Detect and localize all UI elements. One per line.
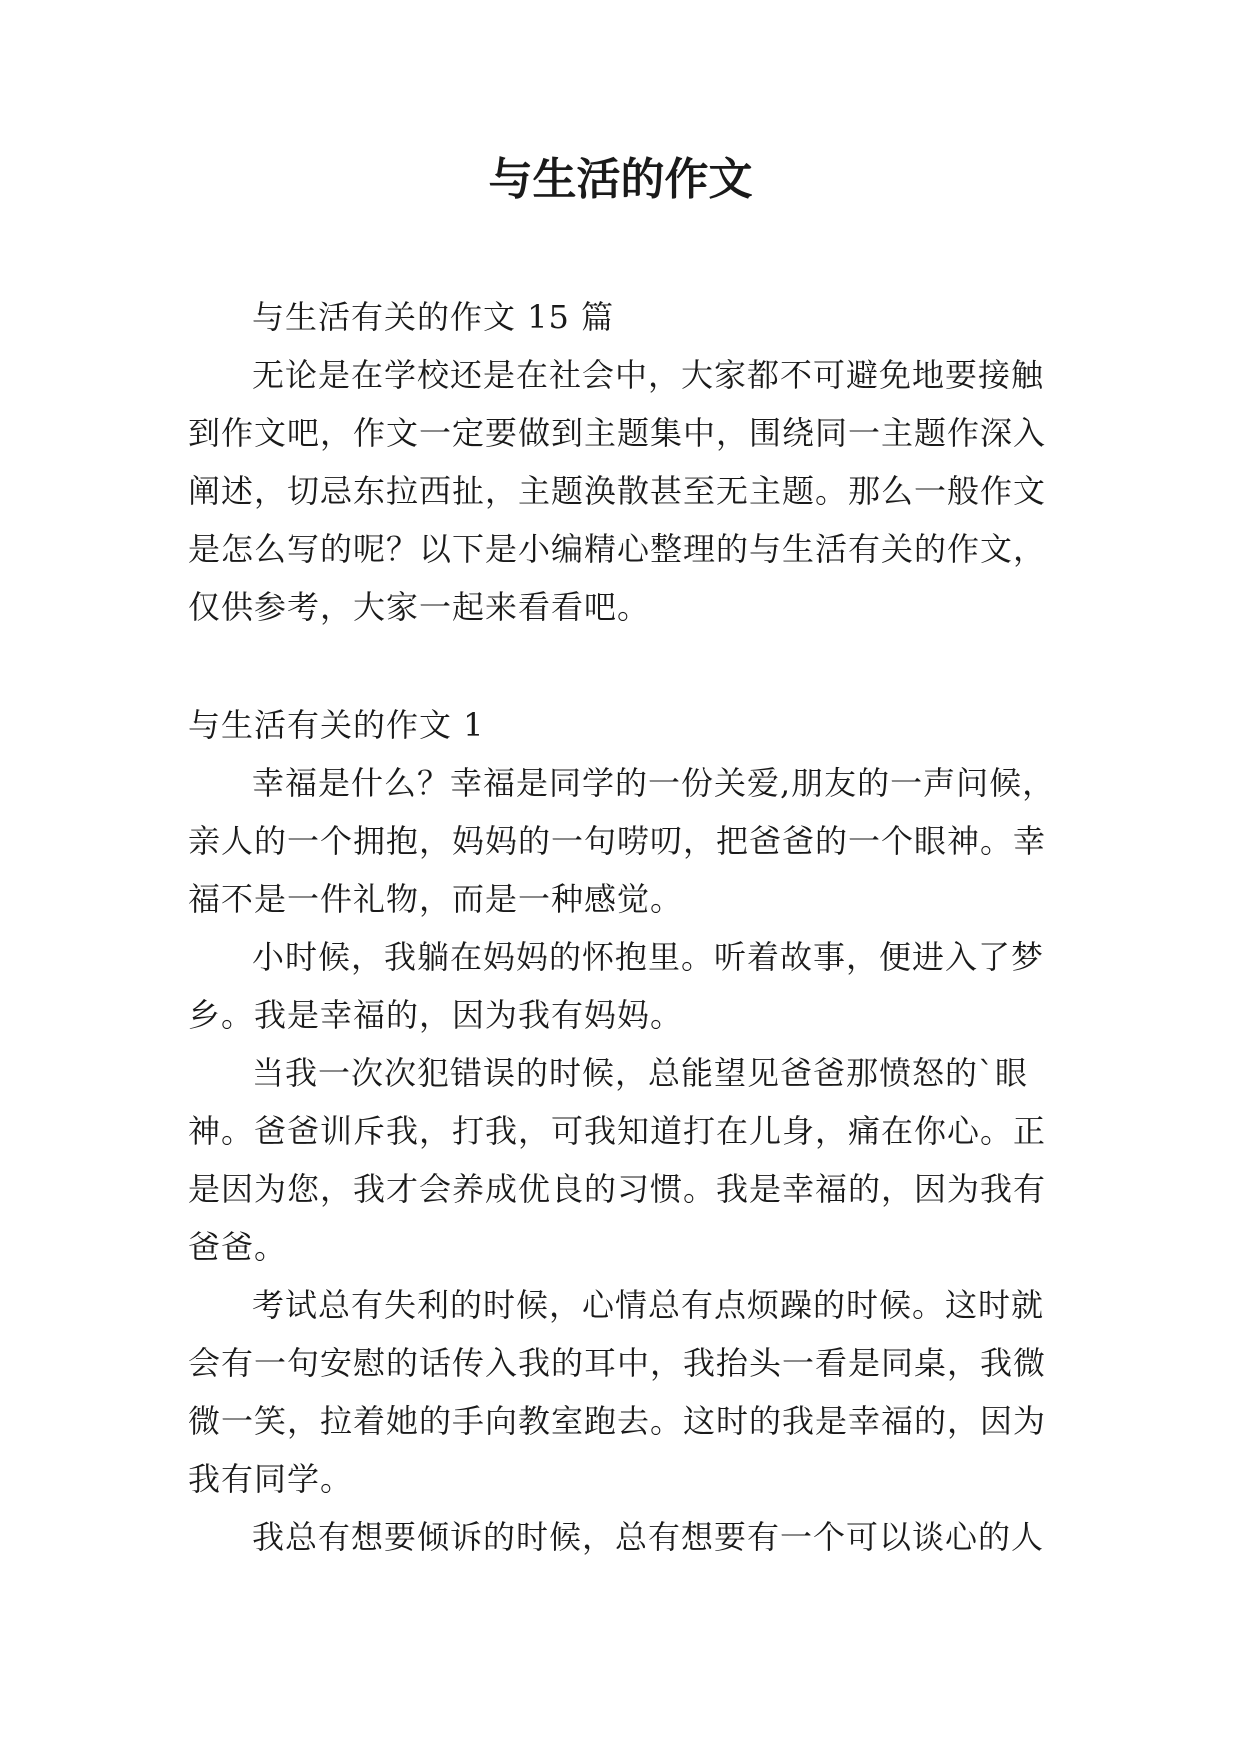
paragraph [188,754,1058,928]
paragraph-line: 是因为您，我才会养成优良的习惯。我是幸福的，因为我有 [188,1170,1047,1208]
section-heading: 与生活有关的作文 1 [188,706,485,744]
paragraph-line: 考试总有失利的时候，心情总有点烦躁的时候。这时就 [252,1286,1045,1324]
paragraph-line: 亲人的一个拥抱，妈妈的一句唠叨，把爸爸的一个眼神。幸 [188,822,1047,860]
paragraph-line: 福不是一件礼物，而是一种感觉。 [188,880,684,918]
paragraph-line: 爸爸。 [188,1228,288,1266]
section-spacer [188,636,1058,696]
paragraph-line: 当我一次次犯错误的时候，总能望见爸爸那愤怒的`眼 [252,1054,1029,1092]
paragraph-line: 我总有想要倾诉的时候，总有想要有一个可以谈心的人 [252,1518,1045,1556]
paragraph [188,928,1058,1044]
document-body [188,288,1058,1566]
paragraph-line: 幸福是什么？幸福是同学的一份关爱,朋友的一声问候， [252,764,1056,802]
paragraph-line: 神。爸爸训斥我，打我，可我知道打在儿身，痛在你心。正 [188,1112,1047,1150]
paragraph-line: 是怎么写的呢？以下是小编精心整理的与生活有关的作文， [188,530,1047,568]
paragraph-line: 我有同学。 [188,1460,354,1498]
paragraph-line: 仅供参考，大家一起来看看吧。 [188,588,651,626]
paragraph-line: 乡。我是幸福的，因为我有妈妈。 [188,996,684,1034]
paragraph [188,1044,1058,1276]
paragraph-line: 小时候，我躺在妈妈的怀抱里。听着故事，便进入了梦 [252,938,1045,976]
intro-heading: 与生活有关的作文 15 篇 [252,298,615,336]
paragraph-line: 会有一句安慰的话传入我的耳中，我抬头一看是同桌，我微 [188,1344,1047,1382]
paragraph-line: 无论是在学校还是在社会中，大家都不可避免地要接触 [252,356,1045,394]
paragraph-line: 到作文吧，作文一定要做到主题集中，围绕同一主题作深入 [188,414,1047,452]
document-title: 与生活的作文 [488,154,753,205]
paragraph [188,1276,1058,1508]
intro-paragraph [188,346,1058,636]
paragraph-line: 微一笑，拉着她的手向教室跑去。这时的我是幸福的，因为 [188,1402,1047,1440]
paragraph [188,1508,1058,1566]
paragraph-line: 阐述，切忌东拉西扯，主题涣散甚至无主题。那么一般作文 [188,472,1047,510]
